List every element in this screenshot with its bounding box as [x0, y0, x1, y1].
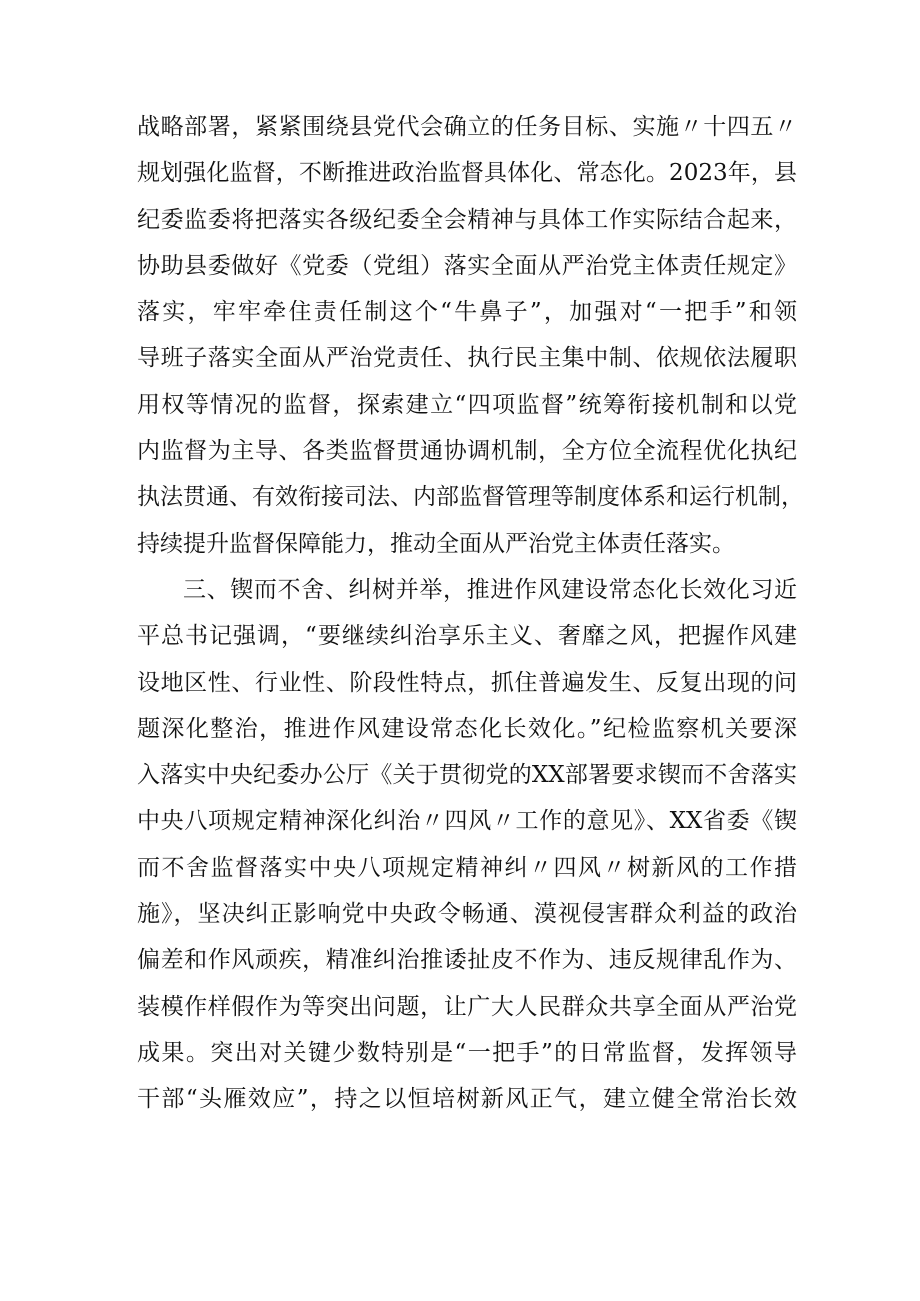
text-line: 设地区性、行业性、阶段性特点，抓住普遍发生、反复出现的问: [137, 669, 797, 696]
body-text: [137, 104, 804, 1123]
paragraph-end-line: 持续提升监督保障能力，推动全面从严治党主体责任落实。: [137, 530, 735, 557]
text-line: 成果。突出对关键少数特别是“一把手”的日常监督，发挥领导: [137, 1039, 797, 1066]
text-line: 战略部署，紧紧围绕县党代会确立的任务目标、实施〃十四五〃: [137, 114, 797, 140]
text-line: 偏差和作风顽疾，精准纠治推诿扯皮不作为、违反规律乱作为、: [137, 947, 797, 974]
text-line: 而不舍监督落实中央八项规定精神纠〃四风〃树新风的工作措: [137, 854, 797, 881]
text-line: 落实，牢牢牵住责任制这个“牛鼻子”，加强对“一把手”和领: [137, 299, 797, 326]
text-line: 规划强化监督，不断推进政治监督具体化、常态化。2023年，县: [137, 160, 797, 187]
text-line: 协助县委做好《党委（党组）落实全面从严治党主体责任规定》: [137, 252, 797, 279]
text-line: 中央八项规定精神深化纠治〃四风〃工作的意见》、XX省委《锲: [137, 808, 797, 835]
text-line: 内监督为主导、各类监督贯通协调机制，全方位全流程优化执纪: [137, 438, 797, 465]
text-line: 干部“头雁效应”，持之以恒培树新风正气，建立健全常治长效: [137, 1086, 797, 1113]
text-line: 施》，坚决纠正影响党中央政令畅通、漠视侵害群众利益的政治: [137, 901, 797, 928]
text-line: 题深化整治，推进作风建设常态化长效化。”纪检监察机关要深: [137, 715, 797, 742]
text-line: 导班子落实全面从严治党责任、执行民主集中制、依规依法履职: [137, 345, 797, 372]
text-line: 入落实中央纪委办公厅《关于贯彻党的XX部署要求锲而不舍落实: [137, 762, 797, 789]
text-line: 平总书记强调，“要继续纠治享乐主义、奢靡之风，把握作风建: [137, 623, 797, 650]
text-line: 装模作样假作为等突出问题，让广大人民群众共享全面从严治党: [137, 993, 797, 1020]
text-line: 执法贯通、有效衔接司法、内部监督管理等制度体系和运行机制，: [137, 484, 804, 511]
text-line: 用权等情况的监督，探索建立“四项监督”统筹衔接机制和以党: [137, 391, 797, 418]
section-heading-line: 三、锲而不舍、纠树并举，推进作风建设常态化长效化习近: [183, 576, 797, 603]
text-line: 纪委监委将把落实各级纪委全会精神与具体工作实际结合起来，: [137, 206, 797, 233]
